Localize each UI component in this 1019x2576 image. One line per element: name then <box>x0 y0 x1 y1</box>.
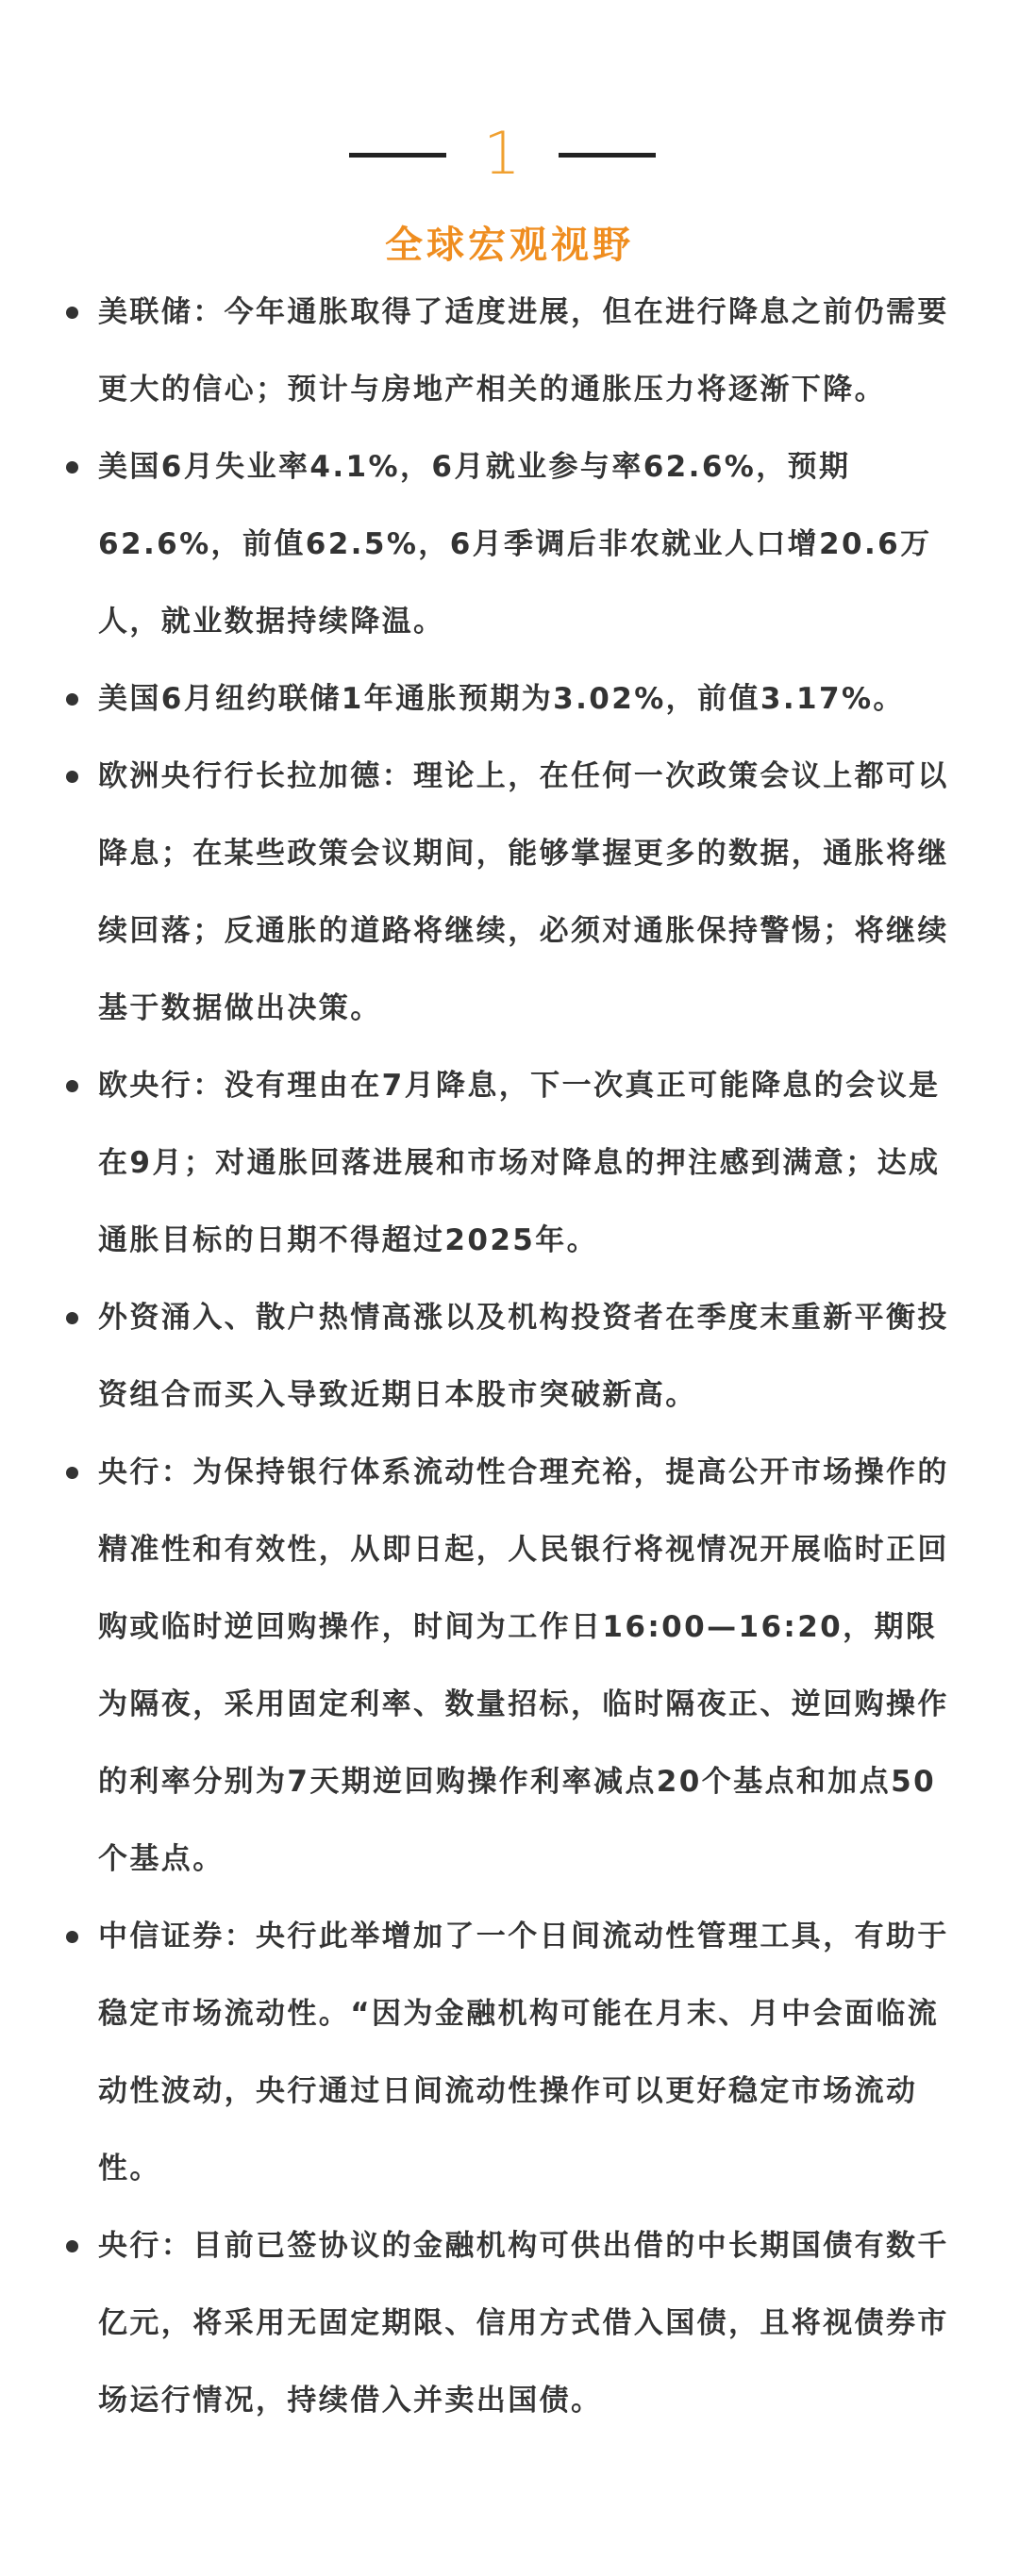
bullet-text: 外资涌入、散户热情高涨以及机构投资者在季度末重新平衡投资组合而买入导致近期日本股市突破新高。 <box>98 1301 949 1412</box>
bullet-text: 中信证券：央行此举增加了一个日间流动性管理工具，有助于稳定市场流动性。“因为金融机构可能在月末、月中会面临流动性波动，央行通过日间流动性操作可以更好稳定市场流动性。 <box>98 1920 949 2185</box>
bullet-dot-icon <box>66 1080 78 1092</box>
header-rule-left <box>349 153 446 158</box>
bullet-item <box>0 2207 1019 2439</box>
bullet-item <box>0 1279 1019 1434</box>
bullet-item <box>0 738 1019 1047</box>
bullet-text: 美国6月纽约联储1年通胀预期为3.02%，前值3.17%。 <box>98 682 905 716</box>
bullet-text: 美联储：今年通胀取得了适度进展，但在进行降息之前仍需要更大的信心；预计与房地产相关的通胀压力将逐渐下降。 <box>98 295 949 407</box>
bullet-item <box>0 428 1019 660</box>
bullet-dot-icon <box>66 1931 78 1943</box>
bullet-item <box>0 1047 1019 1279</box>
bullet-item <box>0 274 1019 428</box>
bullet-dot-icon <box>66 2240 78 2252</box>
bullet-text: 欧洲央行行长拉加德：理论上，在任何一次政策会议上都可以降息；在某些政策会议期间，能够掌握更多的数据，通胀将继续回落；反通胀的道路将继续，必须对通胀保持警惕；将继续基于数据做出决策。 <box>98 759 949 1025</box>
bullet-text: 欧央行：没有理由在7月降息，下一次真正可能降息的会议是在9月；对通胀回落进展和市场对降息的押注感到满意；达成通胀目标的日期不得超过2025年。 <box>98 1069 941 1257</box>
bullet-item <box>0 660 1019 738</box>
bullet-dot-icon <box>66 461 78 474</box>
header-rule-right <box>559 153 656 158</box>
section-title: 全球宏观视野 <box>385 224 634 267</box>
bullet-dot-icon <box>66 1312 78 1324</box>
bullet-text: 央行：目前已签协议的金融机构可供出借的中长期国债有数千亿元，将采用无固定期限、信用方式借入国债，且将视债券市场运行情况，持续借入并卖出国债。 <box>98 2229 949 2418</box>
news-bullet-list <box>0 274 1019 2439</box>
bullet-text: 美国6月失业率4.1%，6月就业参与率62.6%，预期62.6%，前值62.5%，6月季调后非农就业人口增20.6万人，就业数据持续降温。 <box>98 450 932 639</box>
bullet-dot-icon <box>66 307 78 319</box>
bullet-text: 央行：为保持银行体系流动性合理充裕，提高公开市场操作的精准性和有效性，从即日起，人民银行将视情况开展临时正回购或临时逆回购操作，时间为工作日16:00—16:20，期限为隔夜，采用固定利率、数量招标，临时隔夜正、逆回购操作的利率分别为7天期逆回购操作利率减点20个基点和加点50个基点。 <box>98 1455 949 1876</box>
section-number: 1 <box>483 119 521 188</box>
bullet-item <box>0 1898 1019 2207</box>
bullet-dot-icon <box>66 693 78 706</box>
bullet-dot-icon <box>66 1467 78 1479</box>
bullet-dot-icon <box>66 771 78 783</box>
bullet-item <box>0 1434 1019 1898</box>
